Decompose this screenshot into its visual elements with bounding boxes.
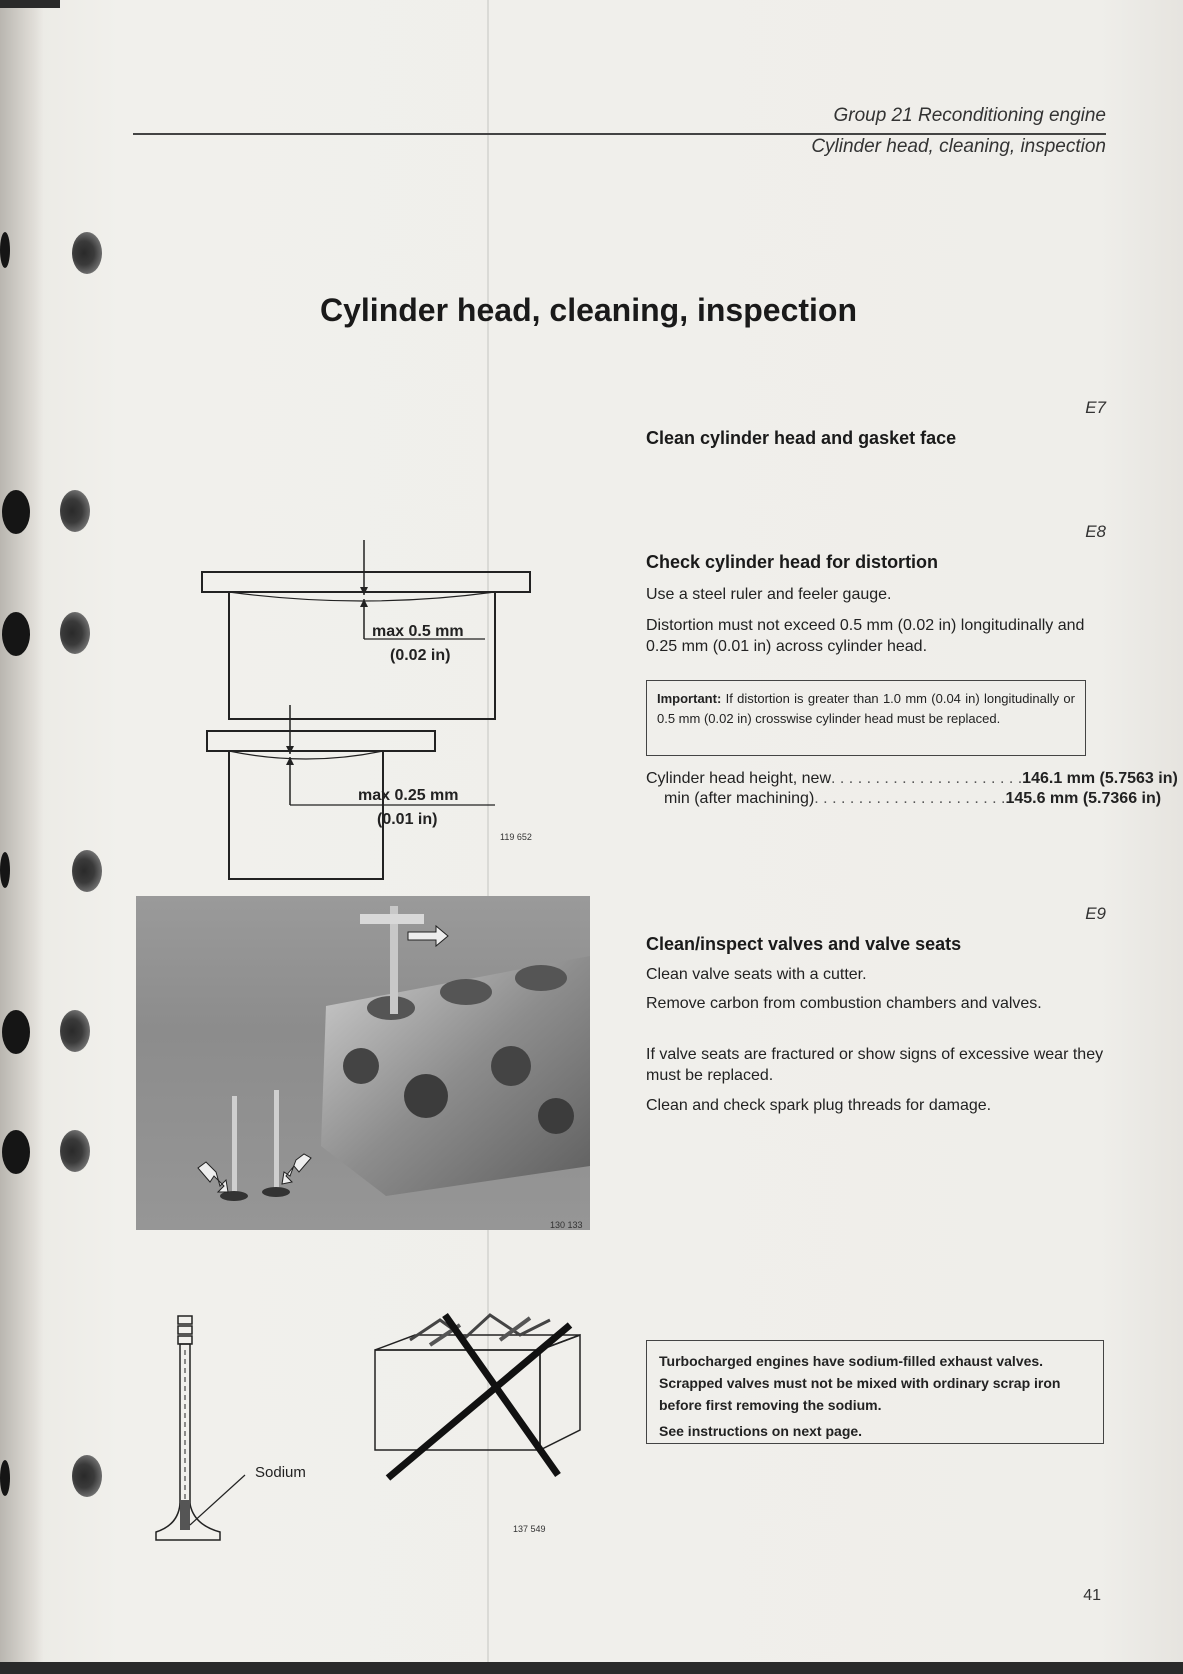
spec-label: min (after machining) <box>664 790 815 807</box>
binder-hole <box>60 1130 90 1172</box>
spec-leader: . . . . . . . . . . . . . . . . . . . . . . <box>831 770 1023 787</box>
step-code-e9: E9 <box>1085 904 1106 923</box>
header-rule <box>133 133 1106 135</box>
cross-limit-label: max 0.25 mm <box>358 787 459 804</box>
step-text: Clean and check spark plug threads for damage. <box>646 1097 992 1114</box>
spec-value: 146.1 mm (5.7563 in) <box>1022 770 1178 787</box>
binder-hole <box>72 232 102 274</box>
binder-hole <box>72 850 102 892</box>
step-heading-e7: Clean cylinder head and gasket face <box>646 428 957 448</box>
binder-hole <box>60 490 90 532</box>
cylinder-head-photo <box>136 896 590 1230</box>
step-heading-e8: Check cylinder head for distortion <box>646 552 939 572</box>
edge-tick <box>2 612 30 656</box>
figure-number: 119 652 <box>500 832 532 842</box>
important-box <box>646 680 1086 756</box>
turbo-warning-text: Turbocharged engines have sodium-filled exhaust valves. Scrapped valves must not be mixed with ordinary scrap iron before first removing the sodium. <box>659 1353 1061 1413</box>
important-text: If distortion is greater than 1.0 mm (0.04 in) longitudinally or 0.5 mm (0.02 in) crosswise cylinder head must be replaced. <box>657 691 1075 726</box>
step-code-e8: E8 <box>1085 522 1106 541</box>
turbo-warning-box <box>646 1340 1104 1444</box>
spec-label: Cylinder head height, new <box>646 770 832 787</box>
step-heading-e9: Clean/inspect valves and valve seats <box>646 934 962 954</box>
figure-number: 130 133 <box>550 1220 583 1230</box>
bottom-edge <box>0 1662 1183 1674</box>
spec-row-new <box>646 770 1178 788</box>
binder-hole <box>60 1010 90 1052</box>
sodium-label: Sodium <box>255 1464 306 1481</box>
section-header: Cylinder head, cleaning, inspection <box>811 136 1106 157</box>
cylinder-head-long <box>229 592 495 719</box>
spec-leader: . . . . . . . . . . . . . . . . . . . . . . <box>814 790 1006 807</box>
spec-row-min <box>646 790 1162 808</box>
page-title: Cylinder head, cleaning, inspection <box>320 292 857 328</box>
step-text: If valve seats are fractured or show signs of excessive wear they must be replaced. <box>646 1046 1104 1084</box>
turbo-warning-link: See instructions on next page. <box>659 1423 863 1439</box>
edge-tick <box>2 1130 30 1174</box>
step-code-e7: E7 <box>1085 398 1106 417</box>
distortion-diagram <box>195 535 545 855</box>
scrap-box-diagram <box>370 1310 590 1490</box>
important-label: Important: <box>657 691 722 706</box>
cross-limit-label-in: (0.01 in) <box>377 811 438 828</box>
group-header: Group 21 Reconditioning engine <box>833 105 1106 126</box>
cylinder-head-cross <box>229 751 383 879</box>
edge-tick <box>2 1010 30 1054</box>
steel-ruler-cross <box>207 731 435 751</box>
spec-value: 145.6 mm (5.7366 in) <box>1005 790 1162 807</box>
page-number: 41 <box>1083 1587 1101 1604</box>
step-text: Use a steel ruler and feeler gauge. <box>646 586 892 603</box>
edge-tick <box>0 1460 10 1496</box>
long-limit-label-in: (0.02 in) <box>390 647 451 664</box>
step-text: Remove carbon from combustion chambers and valves. <box>646 995 1042 1012</box>
edge-tick <box>2 490 30 534</box>
edge-tick <box>0 232 10 268</box>
binder-hole <box>60 612 90 654</box>
binder-hole <box>72 1455 102 1497</box>
step-text: Clean valve seats with a cutter. <box>646 966 867 983</box>
edge-tick <box>0 852 10 888</box>
step-text: Distortion must not exceed 0.5 mm (0.02 in) longitudinally and 0.25 mm (0.01 in) across cylinder head. <box>646 617 1085 655</box>
figure-number: 137 549 <box>513 1524 546 1534</box>
long-limit-label: max 0.5 mm <box>372 623 464 640</box>
sodium-valve-diagram <box>150 1310 330 1545</box>
top-edge <box>0 0 60 8</box>
